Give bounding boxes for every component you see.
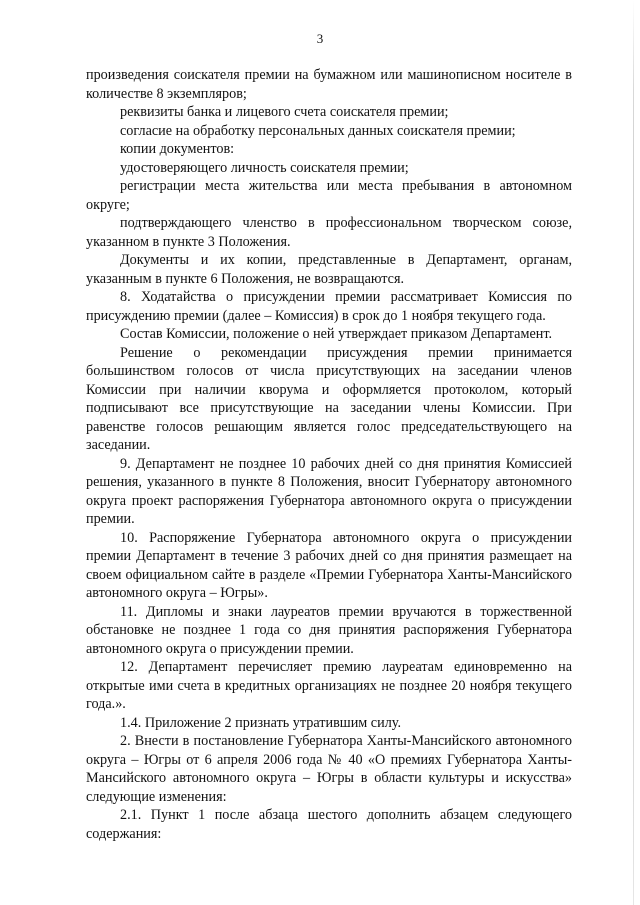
page-number: 3 xyxy=(316,31,324,46)
document-body xyxy=(86,66,572,843)
paragraph-bank-details: реквизиты банка и лицевого счета соискателя премии; xyxy=(120,104,449,120)
paragraph-consent: согласие на обработку персональных данных соискателя премии; xyxy=(120,122,516,139)
paragraph-union-membership: подтверждающего членство в профессиональном творческом союзе, указанном в пункте 3 Положения. xyxy=(86,215,572,250)
paragraph-item-2-1: 2.1. Пункт 1 после абзаца шестого дополнить абзацем следующего содержания: xyxy=(86,807,572,842)
scan-edge xyxy=(633,0,634,905)
paragraph-item-8: 8. Ходатайства о присуждении премии рассматривает Комиссия по присуждению премии (далее – Комиссия) в срок до 1 ноября текущего года. xyxy=(86,289,572,324)
paragraph-document-copies: копии документов: xyxy=(120,141,235,157)
paragraph-item-11: 11. Дипломы и знаки лауреатов премии вручаются в торжественной обстановке не позднее 1 года со дня принятия распоряжения Губернатора автономного округа о присуждении премии. xyxy=(86,603,572,657)
paragraph-item-12: 12. Департамент перечисляет премию лауреатам единовременно на открытые ими счета в кредитных организациях не позднее 20 ноября текущего года.». xyxy=(86,659,572,712)
paragraph-identity: удостоверяющего личность соискателя премии; xyxy=(120,159,409,176)
paragraph-decision: Решение о рекомендации присуждения премии принимается большинством голосов от числа присутствующих на заседании членов Комиссии при наличии кворума и оформляется протоколом, который подписывают все присутствующие на заседании члены Комиссии. При равенстве голосов решающим является голос председательствующего на заседании. xyxy=(86,344,572,453)
paragraph-registration: регистрации места жительства или места пребывания в автономном округе; xyxy=(86,178,572,213)
paragraph-continuation: произведения соискателя премии на бумажном или машинописном носителе в количестве 8 экземпляров; xyxy=(86,67,572,102)
paragraph-item-2: 2. Внести в постановление Губернатора Ханты-Мансийского автономного округа – Югры от 6 апреля 2006 года № 40 «О премиях Губернатора Ханты-Мансийского автономного округа – Югры в области культуры и искусства» следующие изменения: xyxy=(86,733,572,805)
paragraph-commission-composition: Состав Комиссии, положение о ней утверждает приказом Департамент. xyxy=(120,326,553,342)
paragraph-item-10: 10. Распоряжение Губернатора автономного округа о присуждении премии Департамент в течение 3 рабочих дней со дня принятия размещает на своем официальном сайте в разделе «Премии Губернатора Ханты-Мансийского автономного округа – Югры». xyxy=(86,529,572,601)
paragraph-documents-not-returned: Документы и их копии, представленные в Департамент, органам, указанным в пункте 6 Положения, не возвращаются. xyxy=(86,252,572,287)
paragraph-item-1-4: 1.4. Приложение 2 признать утратившим силу. xyxy=(120,714,401,731)
paragraph-item-9: 9. Департамент не позднее 10 рабочих дней со дня принятия Комиссией решения, указанного в пункте 8 Положения, вносит Губернатору автономного округа проект распоряжения Губернатора автономного округа о присуждении премии. xyxy=(86,455,572,527)
